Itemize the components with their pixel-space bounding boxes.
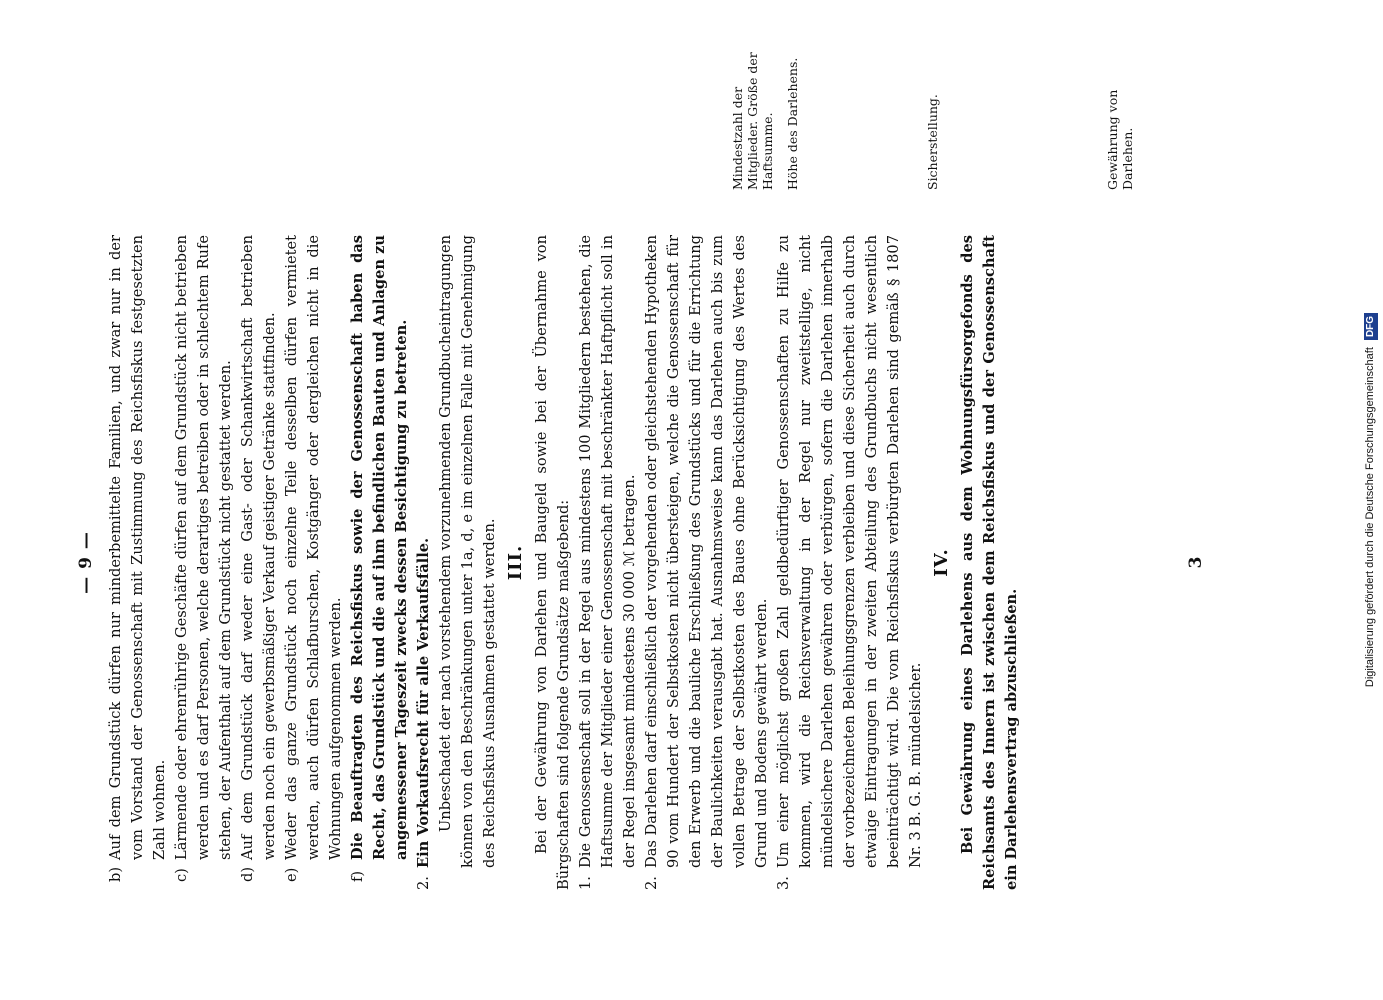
list-item-label: b)	[107, 866, 124, 882]
credit-text: Digitalisierung gefördert durch die Deutsche Forschungsgemeinschaft	[1364, 347, 1376, 688]
main-text-column	[75, 235, 1206, 890]
section-iii-intro: Bei der Gewährung von Darlehen und Baugeld sowie bei der Übernahme von Bürgschaften sind folgende Grundsätze maßgebend:	[533, 235, 572, 890]
list-item-label: d)	[239, 866, 256, 882]
list-item-d	[237, 235, 281, 890]
paragraph-unbeschadet: Unbeschadet der nach vorstehendem vorzunehmenden Grundbucheintragungen können von den Beschränkungen unter 1a, d, e im einzelnen Falle mit Genehmigung des Reichsfiskus Ausnahmen gestattet werden.	[437, 235, 498, 868]
section-heading-iii: III.	[505, 544, 526, 581]
section-iii-item-2	[641, 235, 773, 890]
list-item-label: f)	[349, 870, 366, 882]
list-item-text: Das Darlehen darf einschließlich der vorgehenden oder gleichstehenden Hypotheken 90 vom Hundert der Selbstkosten nicht übersteigen, welche die Genossenschaft für den Erwerb und die bauliche Erschließung des Grundstücks und für die Errichtung der Baulichkeiten verausgabt hat. Ausnahmsweise kann das Darlehen auch bis zum vollen Betrage der Selbstkosten des Baues ohne Berücksichtigung des Wertes des Grund und Bodens gewährt werden.	[643, 235, 770, 868]
list-item-label: e)	[283, 867, 300, 882]
dfg-logo-icon: DFG	[1364, 313, 1378, 340]
list-item-label: 3.	[775, 876, 792, 890]
list-item-text: Lärmende oder ehrenrührige Geschäfte dürfen auf dem Grundstück nicht betrieben werden und es darf Personen, welche derartiges betreiben oder in schlechtem Rufe stehen, der Aufenthalt auf dem Grundstück nicht gestattet werden.	[173, 235, 234, 860]
list-item-c	[171, 235, 237, 890]
list-item-text: Ein Vorkaufsrecht für alle Verkaufsfälle.	[415, 537, 432, 868]
margin-note-gewaehrung: Gewährung von Darlehen.	[1105, 89, 1135, 190]
list-item-text: Die Beauftragten des Reichsfiskus sowie der Genossenschaft haben das Recht, das Grundstück und die auf ihm befindlichen Bauten und Anlagen zu angemessener Tageszeit zwecks dessen Besichtigung zu betreten.	[349, 235, 410, 860]
list-item-label: 1.	[577, 876, 594, 890]
credit-line	[1360, 0, 1380, 1000]
list-item-b	[105, 235, 171, 890]
list-item-text: Auf dem Grundstück darf weder eine Gast- oder Schankwirtschaft betrieben werden noch ein gewerbsmäßiger Verkauf geistiger Getränke stattfinden.	[239, 235, 278, 860]
list-item-label: c)	[173, 868, 190, 882]
list-item-2-vorkaufsrecht	[413, 235, 435, 890]
list-item-text: Auf dem Grundstück dürfen nur minderbemittelte Familien, und zwar nur in der vom Vorstand der Genossenschaft mit Zustimmung des Reichsfiskus festgesetzten Zahl wohnen.	[107, 235, 168, 860]
section-iii-item-3	[773, 235, 927, 890]
list-item-e	[281, 235, 347, 890]
margin-note-darlehen-hoehe: Höhe des Darlehens.	[785, 57, 800, 190]
section-heading-iv: IV.	[931, 548, 952, 577]
section-iii-item-1	[575, 235, 641, 890]
list-item-f	[347, 235, 413, 890]
list-item-text: Die Genossenschaft soll in der Regel aus mindestens 100 Mitgliedern bestehen, die Haftsumme der Mitglieder einer Genossenschaft mit beschränkter Haftpflicht soll in der Regel insgesamt mindestens 30 000 ℳ betragen.	[577, 235, 638, 868]
list-item-label: 2.	[643, 876, 660, 890]
margin-note-sicherstellung: Sicherstellung.	[925, 94, 940, 190]
section-iv-text: Bei Gewährung eines Darlehens aus dem Wohnungsfürsorgefonds des Reichsamts des Innern ist zwischen dem Reichsfiskus und der Genossenschaft ein Darlehensvertrag abzuschließen.	[959, 235, 1020, 890]
list-item-text: Weder das ganze Grundstück noch einzelne Teile desselben dürfen vermietet werden, auch dürfen Schlafburschen, Kostgänger oder dergleichen nicht in die Wohnungen aufgenommen werden.	[283, 235, 344, 860]
list-item-text: Um einer möglichst großen Zahl geldbedürftiger Genossenschaften zu Hilfe zu kommen, wird die Reichsverwaltung in der Regel nur zweitstellige, nicht mündelsichere Darlehen gewähren oder verbürgen, sofern die Darlehen innerhalb der vorbezeichneten Beleihungsgrenzen verbleiben und diese Sicherheit auch durch etwaige Eintragungen in der zweiten Abteilung des Grundbuchs nicht wesentlich beeinträchtigt wird. Die vom Reichsfiskus verbürgten Darlehen sind gemäß § 1807 Nr. 3 B. G. B. mündelsicher.	[775, 235, 924, 868]
signature-number: 3	[1186, 556, 1206, 569]
list-item-label: 2.	[415, 876, 432, 890]
page-number: — 9 —	[76, 531, 96, 594]
margin-note-mitglieder: Mindestzahl der Mitglieder. Größe der Haftsumme.	[730, 52, 775, 190]
margin-notes	[75, 40, 1225, 190]
